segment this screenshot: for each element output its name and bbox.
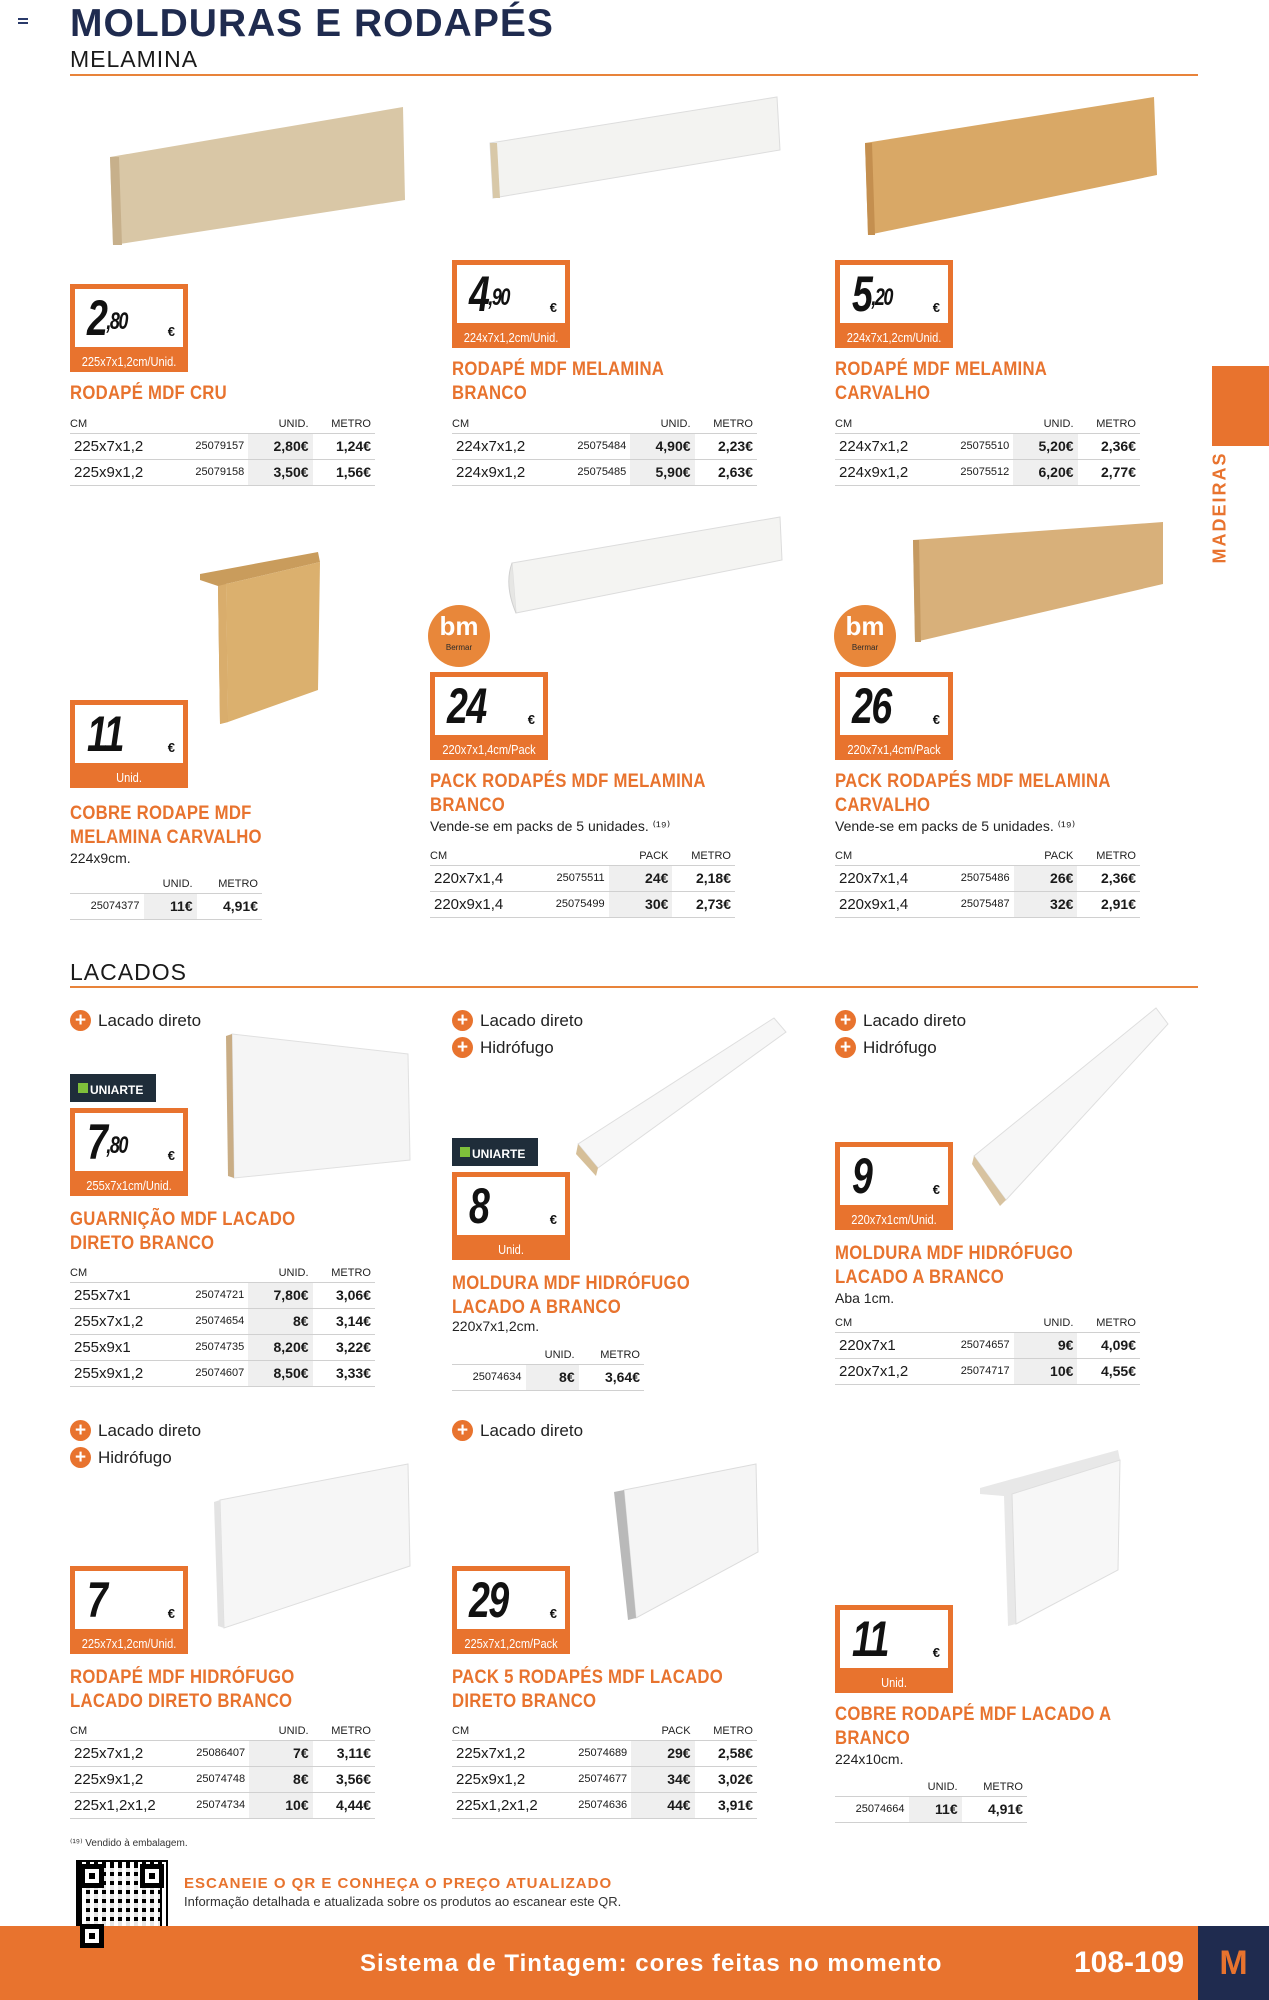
price-tag: 24 € 220x7x1,4cm/Pack	[430, 672, 548, 760]
spec-table: CM UNID. METRO 224x7x1,2 25075510 5,20€ 2,36€ 224x9x1,2 25075512 6,20€ 2,77€	[835, 417, 1140, 486]
product-image	[862, 95, 1167, 240]
plus-icon: +	[835, 1010, 856, 1031]
product-note: Vende-se em packs de 5 unidades. ⁽¹⁹⁾	[835, 818, 1076, 834]
product-title: GUARNIÇÃO MDF LACADO DIRETO BRANCO	[70, 1209, 296, 1254]
product-title: PACK 5 RODAPÉS MDF LACADO DIRETO BRANCO	[452, 1667, 724, 1712]
feature-item: + Hidrófugo	[70, 1447, 172, 1468]
table-row: 224x7x1,2 25075484 4,90€ 2,23€	[452, 433, 757, 459]
product-title: MOLDURA MDF HIDRÓFUGO LACADO A BRANCO	[835, 1243, 1074, 1288]
table-row: 220x7x1 25074657 9€ 4,09€	[835, 1332, 1140, 1358]
table-row: 225x9x1,2 25079158 3,50€ 1,56€	[70, 459, 375, 485]
table-row: 25074664 11€ 4,91€	[835, 1796, 1027, 1822]
section-title-lacados: LACADOS	[70, 959, 187, 985]
brand-logo: bm Bermar	[428, 605, 490, 667]
table-row: 224x7x1,2 25075510 5,20€ 2,36€	[835, 433, 1140, 459]
price-tag: $7^{,80}$ € 255x7x1cm/Unid.	[70, 1108, 188, 1196]
brand-logo: bm Bermar	[834, 605, 896, 667]
brand-logo: UNIARTE	[70, 1074, 156, 1102]
table-row: 225x7x1,2 25074689 29€ 2,58€	[452, 1740, 757, 1766]
product-image	[500, 515, 785, 620]
feature-item: + Lacado direto	[452, 1420, 583, 1441]
price-tag: 9 € 220x7x1cm/Unid.	[835, 1142, 953, 1230]
feature-item: + Lacado direto	[70, 1420, 201, 1441]
table-row: 25074634 8€ 3,64€	[452, 1364, 644, 1390]
table-row: 225x7x1,2 25079157 2,80€ 1,24€	[70, 433, 375, 459]
product-title: COBRE RODAPE MDF MELAMINA CARVALHO	[70, 803, 262, 848]
product-title: MOLDURA MDF HIDRÓFUGO LACADO A BRANCO	[452, 1273, 691, 1318]
page-numbers: 108-109	[1074, 1946, 1185, 1979]
product-image	[574, 1016, 789, 1176]
table-row: 225x1,2x1,2 25074734 10€ 4,44€	[70, 1792, 375, 1818]
section-title-melamina: MELAMINA	[70, 46, 199, 72]
spec-table: CM PACK METRO 220x7x1,4 25075486 26€ 2,36€ 220x9x1,4 25075487 32€ 2,91€	[835, 849, 1140, 918]
price-tag: 26 € 220x7x1,4cm/Pack	[835, 672, 953, 760]
product-title: RODAPÉ MDF MELAMINA CARVALHO	[835, 359, 1047, 404]
price-tag: $4^{,90}$ € 224x7x1,2cm/Unid.	[452, 260, 570, 348]
table-row: 255x9x1 25074735 8,20€ 3,22€	[70, 1334, 375, 1360]
spec-table: CM PACK METRO 220x7x1,4 25075511 24€ 2,18€ 220x9x1,4 25075499 30€ 2,73€	[430, 849, 735, 918]
product-title: PACK RODAPÉS MDF MELAMINA CARVALHO	[835, 771, 1111, 816]
table-row: 220x9x1,4 25075499 30€ 2,73€	[430, 891, 735, 917]
spec-table: UNID. METRO 25074377 11€ 4,91€	[70, 877, 262, 920]
table-row: 220x9x1,4 25075487 32€ 2,91€	[835, 891, 1140, 917]
table-row: 255x7x1 25074721 7,80€ 3,06€	[70, 1282, 375, 1308]
product-image	[222, 1032, 412, 1182]
product-title: RODAPÉ MDF MELAMINA BRANCO	[452, 359, 664, 404]
price-tag: 11 € Unid.	[70, 700, 188, 788]
feature-item: + Lacado direto	[452, 1010, 583, 1031]
product-image	[970, 1006, 1170, 1206]
spec-table: UNID. METRO 25074634 8€ 3,64€	[452, 1348, 644, 1391]
plus-icon: +	[452, 1037, 473, 1058]
spec-table: CM UNID. METRO 220x7x1 25074657 9€ 4,09€ 220x7x1,2 25074717 10€ 4,55€	[835, 1316, 1140, 1385]
product-note: Vende-se em packs de 5 unidades. ⁽¹⁹⁾	[430, 818, 671, 834]
footnote: ⁽¹⁹⁾ Vendido à embalagem.	[70, 1838, 188, 1849]
feature-item: + Lacado direto	[70, 1010, 201, 1031]
brand-logo-icon[interactable]: M	[1198, 1926, 1269, 2000]
spec-table: CM UNID. METRO 225x7x1,2 25079157 2,80€ 1,24€ 225x9x1,2 25079158 3,50€ 1,56€	[70, 417, 375, 486]
product-title: COBRE RODAPÉ MDF LACADO A BRANCO	[835, 1704, 1111, 1749]
table-row: 225x1,2x1,2 25074636 44€ 3,91€	[452, 1792, 757, 1818]
table-row: 255x7x1,2 25074654 8€ 3,14€	[70, 1308, 375, 1334]
plus-icon: +	[452, 1010, 473, 1031]
plus-icon: +	[70, 1447, 91, 1468]
section-divider	[70, 986, 1198, 988]
spec-table: CM UNID. METRO 224x7x1,2 25075484 4,90€ 2,23€ 224x9x1,2 25075485 5,90€ 2,63€	[452, 417, 757, 486]
page-title: MOLDURAS E RODAPÉS	[70, 2, 554, 45]
feature-item: + Lacado direto	[835, 1010, 966, 1031]
product-image	[105, 105, 410, 250]
spec-table: CM UNID. METRO 255x7x1 25074721 7,80€ 3,06€ 255x7x1,2 25074654 8€ 3,14€ 255x9x1 25074735 8,20€ 3,22€ 255x9x1,2 25074607 8,50€ 3,33€	[70, 1266, 375, 1387]
product-title: RODAPÉ MDF HIDRÓFUGO LACADO DIRETO BRANCO	[70, 1667, 295, 1712]
price-tag: 29 € 225x7x1,2cm/Pack	[452, 1566, 570, 1654]
price-tag: 8 € Unid.	[452, 1172, 570, 1260]
table-row: 220x7x1,4 25075486 26€ 2,36€	[835, 865, 1140, 891]
qr-title: ESCANEIE O QR E CONHEÇA O PREÇO ATUALIZADO	[184, 1875, 613, 1892]
plus-icon: +	[70, 1420, 91, 1441]
brand-logo: UNIARTE	[452, 1138, 538, 1166]
footer-slogan: Sistema de Tintagem: cores feitas no momento	[360, 1950, 943, 1977]
menu-icon[interactable]	[18, 18, 28, 24]
price-tag: $2^{,80}$ € 225x7x1,2cm/Unid.	[70, 284, 188, 372]
table-row: 225x7x1,2 25086407 7€ 3,11€	[70, 1740, 375, 1766]
table-row: 25074377 11€ 4,91€	[70, 893, 262, 919]
product-note: 220x7x1,2cm.	[452, 1318, 540, 1334]
product-note: 224x9cm.	[70, 850, 131, 866]
product-image	[905, 520, 1167, 645]
product-note: Aba 1cm.	[835, 1290, 895, 1306]
table-row: 224x9x1,2 25075512 6,20€ 2,77€	[835, 459, 1140, 485]
table-row: 220x7x1,4 25075511 24€ 2,18€	[430, 865, 735, 891]
price-tag: 11 € Unid.	[835, 1605, 953, 1693]
section-divider	[70, 74, 1198, 76]
product-note: 224x10cm.	[835, 1751, 904, 1767]
product-title: PACK RODAPÉS MDF MELAMINA BRANCO	[430, 771, 706, 816]
feature-item: + Hidrófugo	[452, 1037, 554, 1058]
table-row: 255x9x1,2 25074607 8,50€ 3,33€	[70, 1360, 375, 1386]
spec-table: CM UNID. METRO 225x7x1,2 25086407 7€ 3,11€ 225x9x1,2 25074748 8€ 3,56€ 225x1,2x1,2 25074734 10€ 4,44€	[70, 1724, 375, 1819]
side-tab-label: MADEIRAS	[1209, 451, 1230, 564]
plus-icon: +	[835, 1037, 856, 1058]
spec-table: UNID. METRO 25074664 11€ 4,91€	[835, 1780, 1027, 1823]
product-image	[612, 1462, 762, 1622]
product-title: RODAPÉ MDF CRU	[70, 383, 227, 404]
price-tag: 7 € 225x7x1,2cm/Unid.	[70, 1566, 188, 1654]
table-row: 225x9x1,2 25074677 34€ 3,02€	[452, 1766, 757, 1792]
product-image	[978, 1448, 1123, 1628]
product-image	[485, 95, 785, 205]
spec-table: CM PACK METRO 225x7x1,2 25074689 29€ 2,58€ 225x9x1,2 25074677 34€ 3,02€ 225x1,2x1,2 25074636 44€ 3,91€	[452, 1724, 757, 1819]
plus-icon: +	[452, 1420, 473, 1441]
table-row: 224x9x1,2 25075485 5,90€ 2,63€	[452, 459, 757, 485]
table-row: 220x7x1,2 25074717 10€ 4,55€	[835, 1358, 1140, 1384]
feature-item: + Hidrófugo	[835, 1037, 937, 1058]
table-row: 225x9x1,2 25074748 8€ 3,56€	[70, 1766, 375, 1792]
product-image	[198, 550, 323, 730]
side-tab[interactable]	[1212, 366, 1269, 446]
product-image	[212, 1462, 412, 1632]
price-tag: $5^{,20}$ € 224x7x1,2cm/Unid.	[835, 260, 953, 348]
qr-subtitle: Informação detalhada e atualizada sobre os produtos ao escanear este QR.	[184, 1894, 622, 1909]
plus-icon: +	[70, 1010, 91, 1031]
